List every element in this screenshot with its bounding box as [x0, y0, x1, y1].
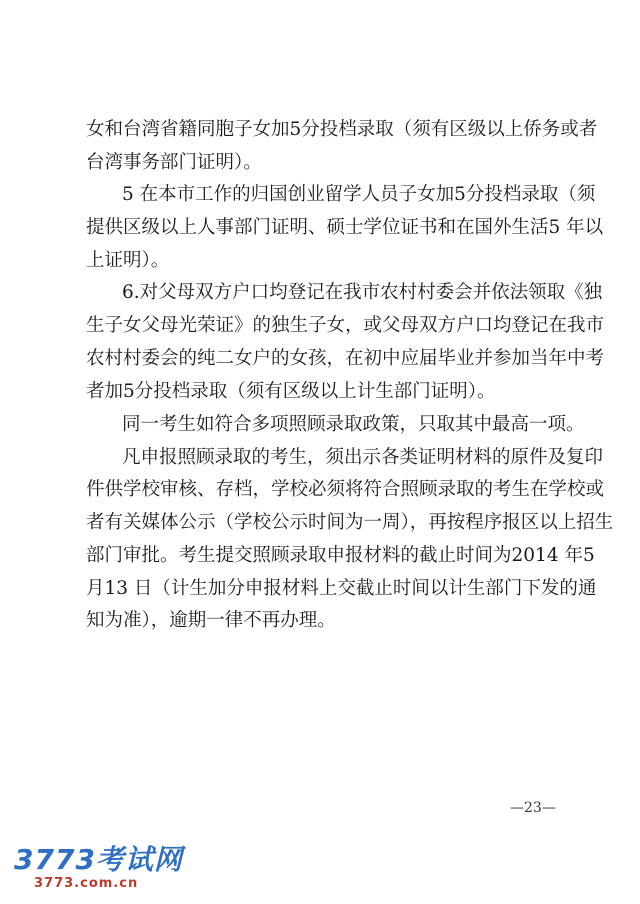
document-page: 女和台湾省籍同胞子女加5分投档录取（须有区级以上侨务或者 台湾事务部门证明）。 5 在本市工作的归国创业留学人员子女加5分投档录取（须 提供区级以上人事部门证明、硕士学位证书和在国外生活5 年以 上证明）。 6.对父母双方户口均登记在我市农村村委会并依法领取《独 生子女父母光荣证》的独生子女，或父母双方户口均登记在我市 农村村委会的纯二女户的女孩，在初中应届毕业并参加当年中考 者加5分投档录取（须有区级以上计生部门证明）。 同一考生如符合多项照顾录取政策，只取其中最高一项。 凡申报照顾录取的考生，须出示各类证明材料的原件及复印 件供学校审核、存档，学校必须将符合照顾录取的考生在学校或 者有关媒体公示（学校公示时间为一周），再按程序报区以上招生 部门审批。考生提交照顾录取申报材料的截止时间为2014 年5 月13 日（计生加分申报材料上交截止时间以计生部门下发的通 知为准），逾期一律不再办理。 —23— 3773考试网 3773.com.cn — [14, 119, 614, 891]
page-number: —23— — [510, 800, 556, 816]
watermark-url: 3773.com.cn — [34, 876, 139, 891]
watermark-logo: 3773考试网 — [14, 843, 183, 876]
